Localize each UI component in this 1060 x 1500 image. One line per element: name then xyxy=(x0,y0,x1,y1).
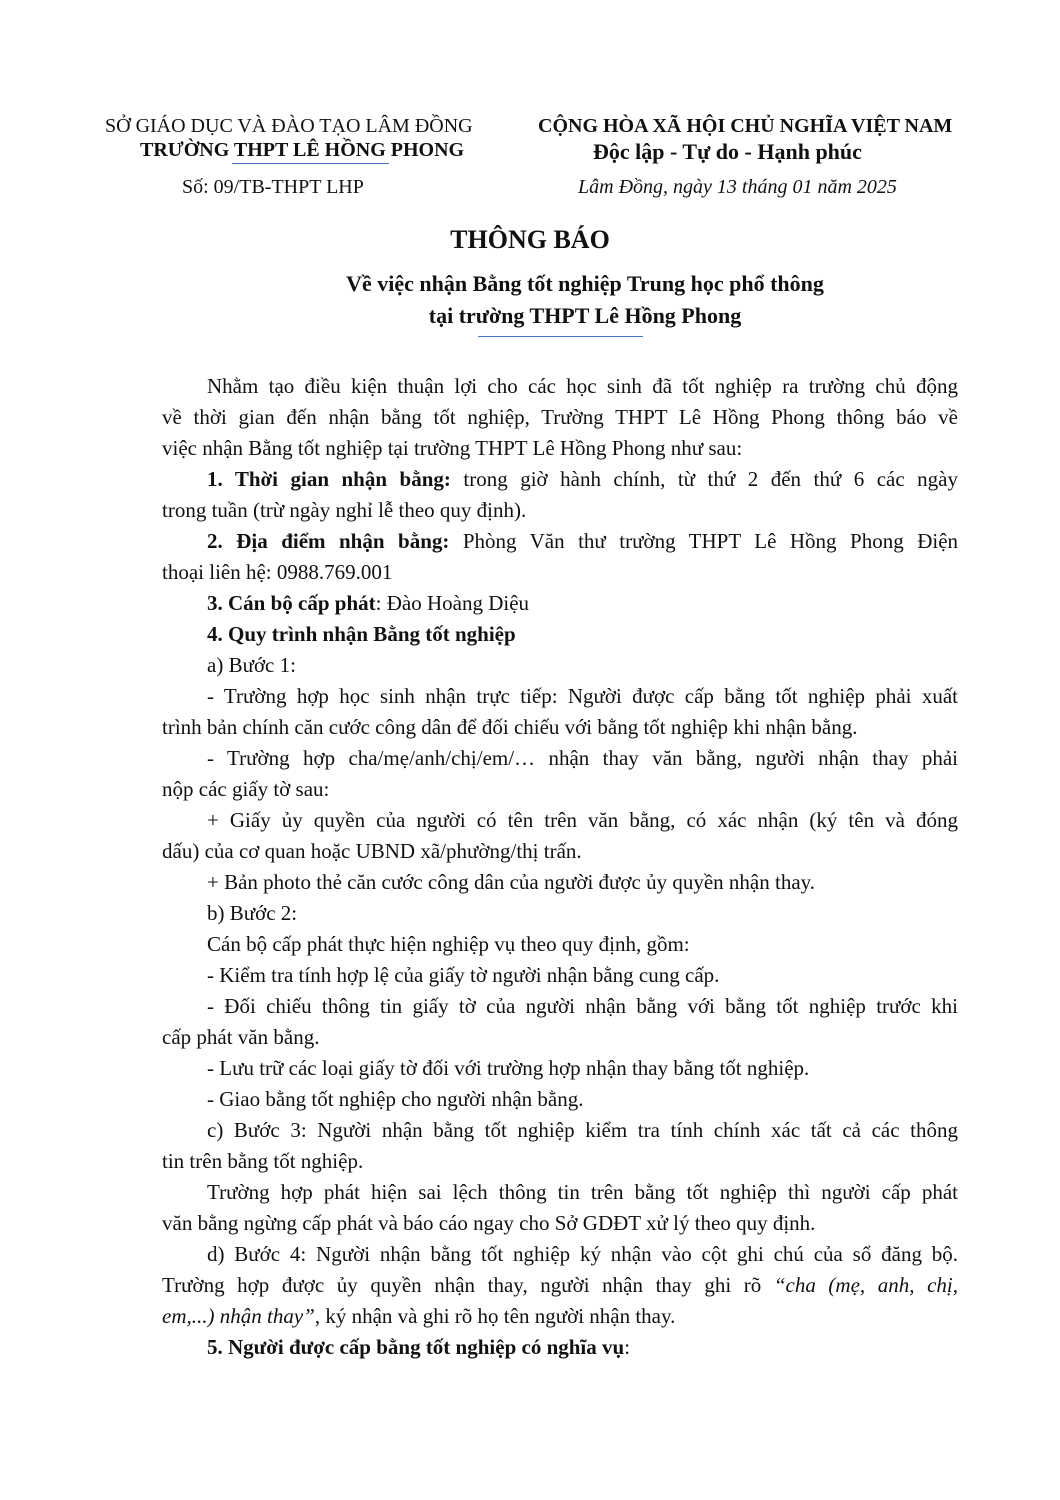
document-title: THÔNG BÁO xyxy=(450,225,610,254)
intro-line-1: Nhằm tạo điều kiện thuận lợi cho các học sinh đã tốt nghiệp ra trường chủ động xyxy=(207,374,958,398)
step-d-line-2 xyxy=(162,1270,958,1301)
section-3 xyxy=(162,588,958,619)
section-5 xyxy=(162,1332,958,1363)
step-d-line-3-quote: em,...) nhận thay” xyxy=(162,1304,315,1328)
step-b-item-4: - Giao bằng tốt nghiệp cho người nhận bằng. xyxy=(207,1087,584,1111)
step-d-line-1: d) Bước 4: Người nhận bằng tốt nghiệp ký nhận vào cột ghi chú của sổ đăng bộ. xyxy=(207,1242,958,1266)
issue-date: Lâm Đồng, ngày 13 tháng 01 năm 2025 xyxy=(578,176,897,198)
section-2 xyxy=(162,526,958,557)
document-number: Số: 09/TB-THPT LHP xyxy=(182,176,364,198)
school-name: TRƯỜNG THPT LÊ HỒNG PHONG xyxy=(140,139,465,161)
school-name-underline xyxy=(232,163,389,164)
step-a-item-3-line-1: + Giấy ủy quyền của người có tên trên văn bằng, có xác nhận (ký tên và đóng xyxy=(207,808,958,832)
step-c-line-2: tin trên bằng tốt nghiệp. xyxy=(162,1149,364,1173)
section-2-heading: 2. Địa điểm nhận bằng: xyxy=(207,529,450,553)
section-1 xyxy=(162,464,958,495)
step-d-line-2-quote: “cha (mẹ, anh, chị, xyxy=(773,1273,958,1297)
section-2-cont: thoại liên hệ: 0988.769.001 xyxy=(162,560,393,584)
step-a-item-3-line-2: dấu) của cơ quan hoặc UBND xã/phường/thị trấn. xyxy=(162,839,582,863)
section-1-text: trong giờ hành chính, từ thứ 2 đến thứ 6 các ngày xyxy=(450,467,959,491)
section-4-heading: 4. Quy trình nhận Bằng tốt nghiệp xyxy=(207,622,516,646)
motto: Độc lập - Tự do - Hạnh phúc xyxy=(593,139,862,164)
department-name: SỞ GIÁO DỤC VÀ ĐÀO TẠO LÂM ĐỒNG xyxy=(105,115,473,137)
section-3-heading: 3. Cán bộ cấp phát xyxy=(207,591,376,615)
step-d-line-3-text: , ký nhận và ghi rõ họ tên người nhận thay. xyxy=(314,1304,676,1328)
intro-line-2: về thời gian đến nhận bằng tốt nghiệp, Trường THPT Lê Hồng Phong thông báo về xyxy=(162,405,958,429)
step-c-note-line-1: Trường hợp phát hiện sai lệch thông tin trên bằng tốt nghiệp thì người cấp phát xyxy=(207,1180,958,1204)
step-a-item-1-line-2: trình bản chính căn cước công dân để đối chiếu với bằng tốt nghiệp khi nhận bằng. xyxy=(162,715,858,739)
step-b-item-2-line-2: cấp phát văn bằng. xyxy=(162,1025,320,1049)
step-d-line-3 xyxy=(162,1301,958,1332)
section-2-text: Phòng Văn thư trường THPT Lê Hồng Phong Điện xyxy=(449,529,959,553)
step-d-line-2-text: Trường hợp được ủy quyền nhận thay, người nhận thay ghi rõ xyxy=(162,1273,774,1297)
step-b-intro: Cán bộ cấp phát thực hiện nghiệp vụ theo quy định, gồm: xyxy=(207,932,690,956)
step-c-note-line-2: văn bằng ngừng cấp phát và báo cáo ngay cho Sở GDĐT xử lý theo quy định. xyxy=(162,1211,816,1235)
step-a-item-2-line-2: nộp các giấy tờ sau: xyxy=(162,777,330,801)
title-underline xyxy=(478,336,643,337)
step-c-line-1: c) Bước 3: Người nhận bằng tốt nghiệp kiểm tra tính chính xác tất cả các thông xyxy=(207,1118,958,1142)
intro-line-3: việc nhận Bằng tốt nghiệp tại trường THPT Lê Hồng Phong như sau: xyxy=(162,436,743,460)
step-b-item-2-line-1: - Đối chiếu thông tin giấy tờ của người nhận bằng với bằng tốt nghiệp trước khi xyxy=(207,994,958,1018)
step-a-item-1-line-1: - Trường hợp học sinh nhận trực tiếp: Người được cấp bằng tốt nghiệp phải xuất xyxy=(207,684,958,708)
notice-body xyxy=(162,371,958,1363)
section-3-text: : Đào Hoàng Diệu xyxy=(375,591,530,615)
step-b-item-1: - Kiểm tra tính hợp lệ của giấy tờ người nhận bằng cung cấp. xyxy=(207,963,720,987)
section-1-heading: 1. Thời gian nhận bằng: xyxy=(207,467,451,491)
country-name: CỘNG HÒA XÃ HỘI CHỦ NGHĨA VIỆT NAM xyxy=(538,115,953,137)
document-subtitle-line-1: Về việc nhận Bằng tốt nghiệp Trung học phổ thông xyxy=(346,271,824,296)
step-a-item-2-line-1: - Trường hợp cha/mẹ/anh/chị/em/… nhận thay văn bằng, người nhận thay phải xyxy=(207,746,958,770)
step-a-item-4: + Bản photo thẻ căn cước công dân của người được ủy quyền nhận thay. xyxy=(207,870,816,894)
document-subtitle-line-2: tại trường THPT Lê Hồng Phong xyxy=(428,303,742,328)
step-b-label: b) Bước 2: xyxy=(207,901,298,925)
section-5-colon: : xyxy=(624,1335,631,1359)
section-1-cont: trong tuần (trừ ngày nghỉ lễ theo quy định). xyxy=(162,498,527,522)
step-a-label: a) Bước 1: xyxy=(207,653,296,677)
section-5-heading: 5. Người được cấp bằng tốt nghiệp có nghĩa vụ xyxy=(207,1335,625,1359)
step-b-item-3: - Lưu trữ các loại giấy tờ đối với trường hợp nhận thay bằng tốt nghiệp. xyxy=(207,1056,810,1080)
